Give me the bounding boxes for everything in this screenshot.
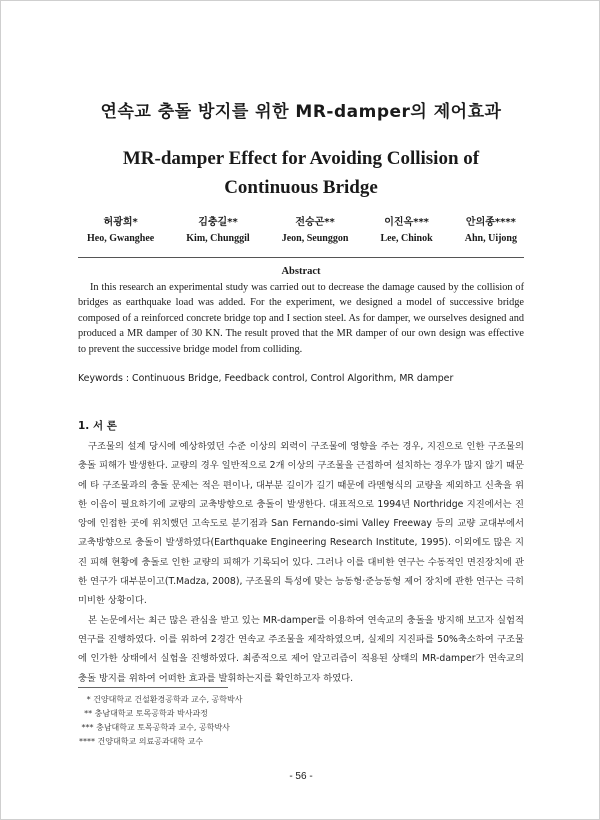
body-paragraph: 구조물의 설계 당시에 예상하였던 수준 이상의 외력이 구조물에 영향을 주는 경우, 지진으로 인한 구조물의 충돌 피해가 발생한다. 교량의 경우 일반적으로 2개 이상의 구조물을 근접하여 설치하는 경우가 많지 않기 때문에 타 구조물과의 충돌 문제는 적은 편이나, 대부분 길이가 길기 때문에 라멘형식의 교량을 제외하고 신축을 위한 이음이 필요하기에 교량의 교축방향으로 충돌이 발생한다. 대표적으로 1994년 Northridge 지진에서는 진앙에 인접한 곳에 위치했던 고속도로 분기점과 San Fernando-simi Valley Freeway 등의 교량 교대부에서 교축방향으로 충돌이 발생하였다(Earthquake Engineering Research Institute, 1995). 이외에도 많은 지진 피해 현황에 충돌로 인한 교량의 피해가 기록되어 있다. 그러나 이를 대비한 연구는 수동적인 면진장치에 관한 연구가 대부분이고(T.Madza, 2008), 구조물의 특성에 맞는 능동형·준능동형 제어 장치에 관한 연구는 극히 미비한 상황이다.	[78, 441, 524, 607]
author-name-korean: 전승곤**	[295, 217, 335, 228]
author-name-korean: 안의종****	[465, 217, 516, 228]
header-divider	[78, 257, 524, 258]
section-heading: 1. 서 론	[78, 420, 117, 432]
author-name-english: Heo, Gwanghee	[87, 233, 155, 244]
section-body	[78, 437, 524, 688]
author-name-english: Kim, Chunggil	[186, 233, 250, 244]
author-name-korean: 허광희*	[103, 217, 138, 228]
abstract-heading: Abstract	[281, 266, 321, 277]
author-name-english: Ahn, Uijong	[464, 233, 517, 244]
author-name-korean: 김충길**	[198, 217, 238, 228]
author-list	[87, 215, 517, 247]
footnote: * 건양대학교 건설환경공학과 교수, 공학박사	[79, 695, 243, 704]
english-title	[1, 144, 600, 202]
korean-title: 연속교 충돌 방지를 위한 MR-damper의 제어효과	[100, 102, 502, 122]
page-number: - 56 -	[289, 771, 313, 782]
footnote: ** 충남대학교 토목공학과 박사과정	[79, 709, 208, 718]
author	[465, 215, 517, 247]
body-paragraph: 본 논문에서는 최근 많은 관심을 받고 있는 MR-damper를 이용하여 연속교의 충돌을 방지해 보고자 실험적 연구를 진행하였다. 이를 위하여 2경간 연속교 주조물을 제작하였으며, 실제의 지진파를 50%축소하여 구조물에 인가한 상태에서 실험을 진행하였다. 최종적으로 제어 알고리즘이 적용된 상태의 MR-damper가 연속교의 충돌 방지를 위하여 어떠한 효과를 발휘하는지를 확인하고자 하였다.	[78, 614, 524, 684]
footnotes	[79, 693, 379, 749]
author	[87, 215, 154, 247]
abstract-body: In this research an experimental study was carried out to decrease the damage caused by the collision of bridges as earthquake load was added. For the experiment, we designed a model of successive bridge composed of a reinforced concrete bridge top and I section steel. As for damper, we ourselves designed and produced a MR damper of 30 KN. The result proved that the MR damper of our own design was effective to prevent the successive bridge model from colliding.	[78, 282, 524, 355]
keywords-line: Keywords : Continuous Bridge, Feedback control, Control Algorithm, MR damper	[78, 373, 454, 384]
english-title-line-1: MR-damper Effect for Avoiding Collision of	[122, 148, 480, 169]
author	[186, 215, 249, 247]
footnote: *** 충남대학교 토목공학과 교수, 공학박사	[79, 723, 230, 732]
english-title-line-2: Continuous Bridge	[224, 177, 378, 198]
footnote: **** 건양대학교 의료공과대학 교수	[79, 737, 204, 746]
footnote-divider	[78, 687, 228, 688]
author-name-english: Jeon, Seunggon	[281, 233, 349, 244]
author	[282, 215, 349, 247]
author	[380, 215, 432, 247]
author-name-english: Lee, Chinok	[380, 233, 433, 244]
author-name-korean: 이진옥***	[384, 217, 429, 228]
